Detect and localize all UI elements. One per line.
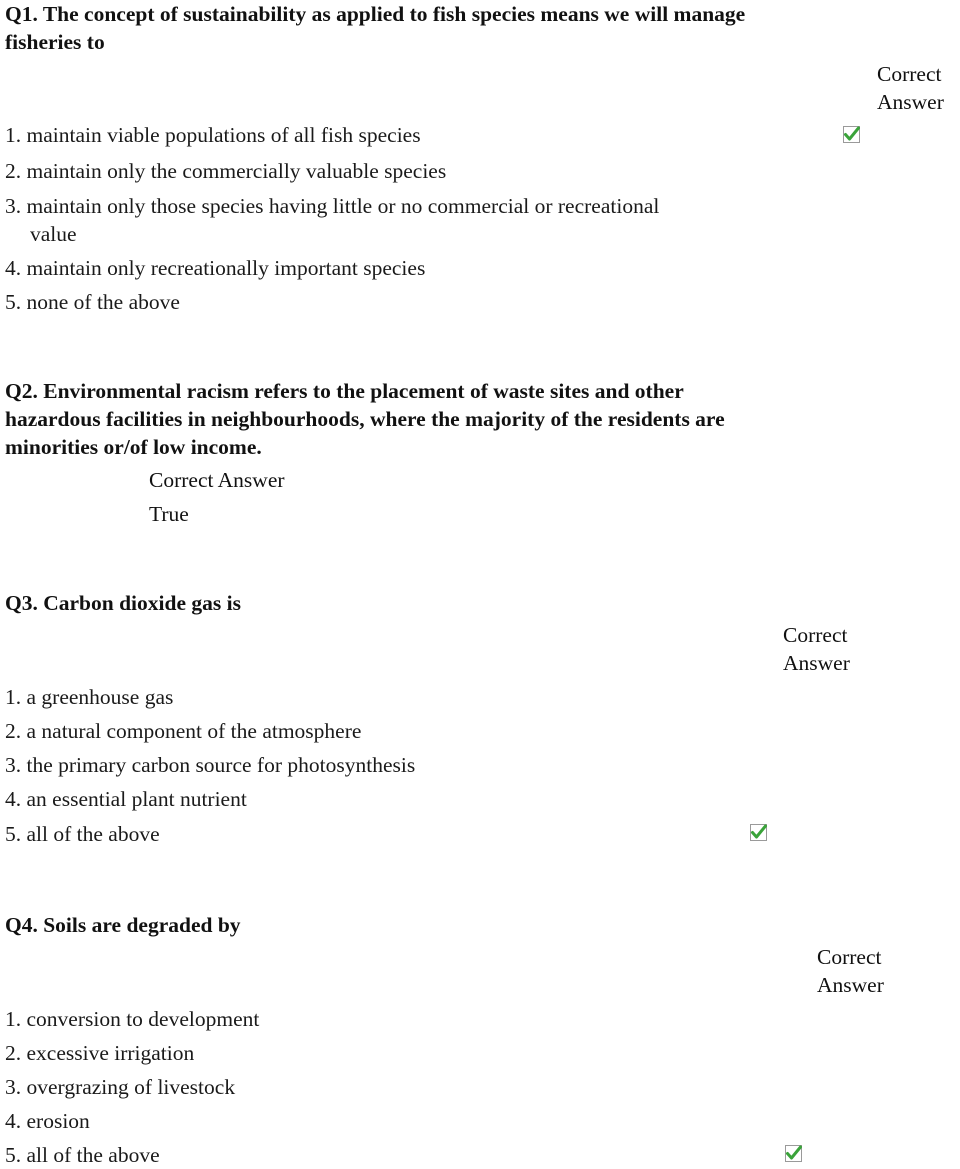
- q2-answer-value: True: [149, 502, 189, 526]
- checkmark-icon: [843, 126, 860, 143]
- q4-correct-answer-label: [817, 943, 884, 999]
- q1-option-4: 4. maintain only recreationally important species: [5, 256, 426, 280]
- q2-title: [5, 377, 725, 461]
- q3-correct-label-line2: Answer: [783, 651, 850, 675]
- q3-option-1: 1. a greenhouse gas: [5, 685, 174, 709]
- q4-option-5: 5. all of the above: [5, 1143, 160, 1167]
- q3-option-2: 2. a natural component of the atmosphere: [5, 719, 362, 743]
- q4-option-1: 1. conversion to development: [5, 1007, 260, 1031]
- q2-correct-answer-label: Correct Answer: [149, 468, 285, 492]
- q1-option-3: 3. maintain only those species having little or no commercial or recreational: [5, 194, 660, 218]
- q4-option-4: 4. erosion: [5, 1109, 90, 1133]
- q1-option-3-cont: value: [30, 222, 77, 246]
- q4-correct-label-line1: Correct: [817, 945, 882, 969]
- q4-option-3: 3. overgrazing of livestock: [5, 1075, 236, 1099]
- q4-correct-label-line2: Answer: [817, 973, 884, 997]
- q2-title-line2: hazardous facilities in neighbourhoods, where the majority of the residents are: [5, 407, 725, 431]
- q1-title: [5, 0, 745, 56]
- q4-title: Q4. Soils are degraded by: [5, 913, 241, 937]
- q1-correct-label-line1: Correct: [877, 62, 942, 86]
- q3-option-3: 3. the primary carbon source for photosynthesis: [5, 753, 416, 777]
- checkmark-icon: [750, 824, 767, 841]
- q1-correct-label-line2: Answer: [877, 90, 944, 114]
- q1-option-5: 5. none of the above: [5, 290, 180, 314]
- q1-correct-answer-label: [877, 60, 944, 116]
- q3-correct-answer-label: [783, 621, 850, 677]
- q1-title-line1: Q1. The concept of sustainability as applied to fish species means we will manage: [5, 2, 746, 26]
- q1-option-2: 2. maintain only the commercially valuable species: [5, 159, 447, 183]
- q3-correct-label-line1: Correct: [783, 623, 848, 647]
- q3-title: Q3. Carbon dioxide gas is: [5, 591, 241, 615]
- q4-option-2: 2. excessive irrigation: [5, 1041, 195, 1065]
- q3-option-5: 5. all of the above: [5, 822, 160, 846]
- q2-title-line3: minorities or/of low income.: [5, 435, 262, 459]
- q1-title-line2: fisheries to: [5, 30, 105, 54]
- q1-option-1: 1. maintain viable populations of all fish species: [5, 123, 421, 147]
- q2-title-line1: Q2. Environmental racism refers to the placement of waste sites and other: [5, 379, 684, 403]
- q3-option-4: 4. an essential plant nutrient: [5, 787, 247, 811]
- checkmark-icon: [785, 1145, 802, 1162]
